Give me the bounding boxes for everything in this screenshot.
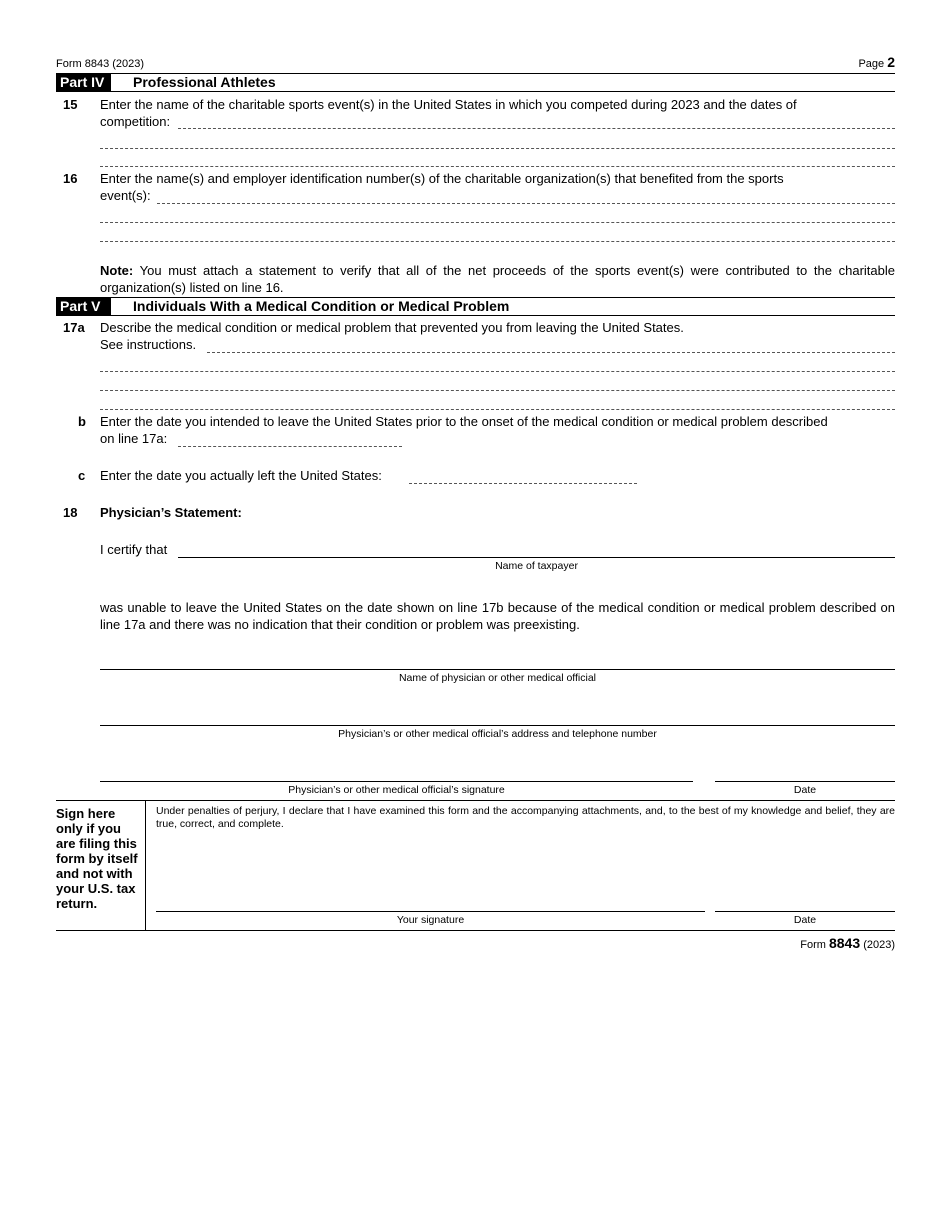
certify-text: I certify that: [100, 542, 168, 557]
line-15-entry-3[interactable]: [100, 166, 895, 167]
line-15-text-cont: competition:: [100, 114, 171, 129]
footer-form-word: Form: [800, 939, 826, 951]
line-16-entry-3[interactable]: [100, 241, 895, 242]
part-iv-title: Professional Athletes: [133, 74, 276, 90]
line-17a-text: Describe the medical condition or medical problem that prevented you from leaving the United States.: [100, 320, 684, 335]
part-v-label: Part V: [56, 298, 111, 315]
your-signature-field[interactable]: [156, 911, 705, 912]
form-footer: [800, 935, 895, 951]
page-number: 2: [887, 54, 895, 70]
line-17b-text-cont: on line 17a:: [100, 431, 168, 446]
part-iv-header: [56, 74, 895, 91]
line-17b-date-entry[interactable]: [178, 446, 402, 447]
sign-date-caption: Date: [793, 914, 817, 926]
line-18-number: 18: [63, 505, 78, 520]
divider: [56, 315, 895, 316]
line-16-entry-2[interactable]: [100, 222, 895, 223]
line-17a-entry-3[interactable]: [100, 390, 895, 391]
divider: [56, 930, 895, 931]
note-text: You must attach a statement to verify that all of the net proceeds of the sports event(s) were contributed to the charitable organization(s) listed on line 16.: [100, 263, 895, 295]
line-17a-entry-4[interactable]: [100, 409, 895, 410]
line-15-entry-2[interactable]: [100, 148, 895, 149]
taxpayer-name-caption: Name of taxpayer: [495, 560, 578, 572]
note-label: Note:: [100, 263, 134, 278]
line-16-text-cont: event(s):: [100, 188, 151, 203]
footer-year: (2023): [863, 939, 895, 951]
physician-signature-caption: Physician’s or other medical official’s signature: [288, 784, 505, 796]
line-15-number: 15: [63, 97, 78, 112]
line-16-number: 16: [63, 171, 78, 186]
line-17a-text-cont: See instructions.: [100, 337, 197, 352]
line-17a-entry-1[interactable]: [207, 352, 895, 353]
line-17a-number: 17a: [63, 320, 85, 335]
physician-signature-field[interactable]: [100, 781, 693, 782]
sign-divider: [145, 800, 146, 931]
line-16-entry-1[interactable]: [157, 203, 895, 204]
divider: [56, 800, 895, 801]
footer-form-number: 8843: [828, 935, 861, 951]
physician-date-field[interactable]: [715, 781, 895, 782]
physician-name-caption: Name of physician or other medical official: [398, 672, 597, 684]
page-indicator: [858, 54, 895, 70]
line-16-text: Enter the name(s) and employer identification number(s) of the charitable organization(s) that benefited from the sports: [100, 171, 784, 186]
line-17c-number: c: [78, 468, 86, 483]
physician-address-caption: Physician’s or other medical official’s address and telephone number: [338, 728, 657, 740]
line-17b-number: b: [78, 414, 86, 429]
physician-name-field[interactable]: [100, 669, 895, 670]
divider: [56, 91, 895, 92]
page-prefix: Page: [858, 58, 885, 70]
your-signature-caption: Your signature: [396, 914, 465, 926]
sign-date-field[interactable]: [715, 911, 895, 912]
perjury-declaration: Under penalties of perjury, I declare that I have examined this form and the accompanying attachments, and, to the best of my knowledge and belief, they are true, correct, and complete.: [156, 805, 895, 830]
physician-address-field[interactable]: [100, 725, 895, 726]
taxpayer-name-field[interactable]: [178, 557, 895, 558]
part-v-header: [56, 298, 895, 315]
line-15-text: Enter the name of the charitable sports event(s) in the United States in which you competed during 2023 and the dates of: [100, 97, 797, 112]
line-17a-entry-2[interactable]: [100, 371, 895, 372]
line-17c-date-entry[interactable]: [409, 483, 637, 484]
line-18-title: Physician’s Statement:: [100, 505, 242, 520]
part-v-title: Individuals With a Medical Condition or Medical Problem: [133, 298, 510, 314]
line-17c-text: Enter the date you actually left the United States:: [100, 468, 382, 483]
line-17b-text: Enter the date you intended to leave the United States prior to the onset of the medical condition or medical problem described: [100, 414, 828, 429]
part-iv-label: Part IV: [56, 74, 111, 91]
sign-here-label: Sign here only if you are filing this form by itself and not with your U.S. tax return.: [56, 806, 138, 911]
form-id: Form 8843 (2023): [56, 58, 145, 70]
line-15-entry-1[interactable]: [178, 128, 895, 129]
part-iv-note: [100, 262, 895, 296]
physician-statement-text: was unable to leave the United States on the date shown on line 17b because of the medical condition or medical problem described on line 17a and there was no indication that their condition or problem was preexisting.: [100, 600, 895, 632]
physician-date-caption: Date: [793, 784, 817, 796]
